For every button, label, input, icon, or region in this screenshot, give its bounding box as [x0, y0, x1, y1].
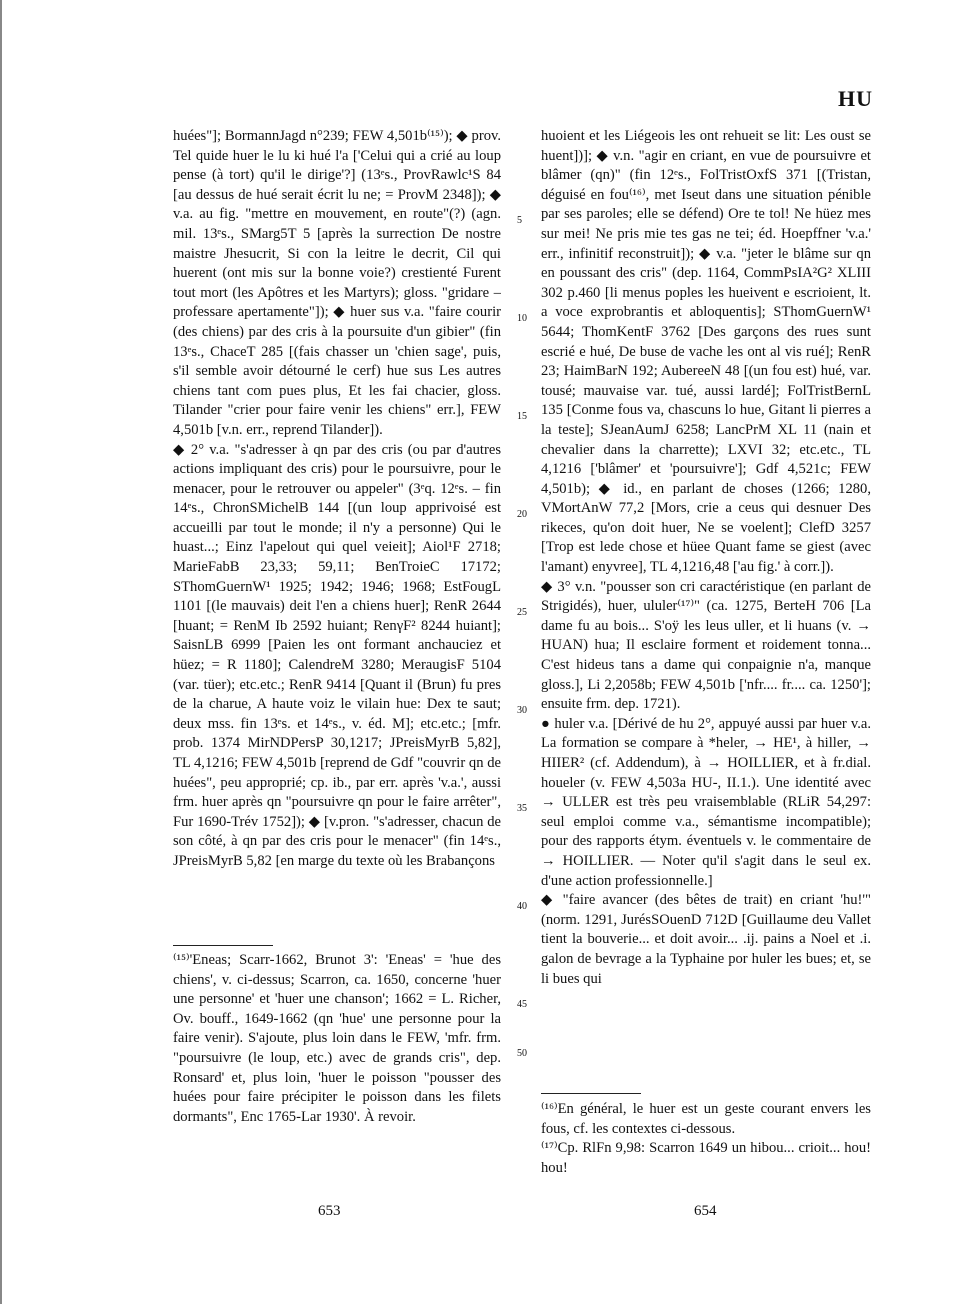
right-paragraph-3: ● huler v.a. [Dérivé de hu 2°, appuyé aussi par huer v.a. La formation se compare à *heler, → HE¹, à hiller, → HIIER² (cf. Addendum), à → HOILLIER, et à fr.dial. houeler (v. FEW 4,503a HU-, II.1.). Une identité avec → ULLER est très peu vraisemblable (RLiR 54,297: seul emploi comme v.a., sémantisme incompatible); pour des rapports étym. éventuels v. le commentaire de → HOILLIER. — Noter qu'il s'agit dans le seul ex. d'une action professionnelle.]	[541, 715, 871, 889]
line-number: 25	[517, 607, 527, 618]
line-number: 30	[517, 705, 527, 716]
page-number-left: 653	[318, 1203, 341, 1219]
right-footnotes	[541, 1100, 871, 1178]
left-column	[173, 127, 501, 939]
line-number: 15	[517, 411, 527, 422]
footnote-15: ⁽¹⁵⁾'Eneas; Scarr-1662, Brunot 3': 'Eneas' = 'hue des chiens', v. ci-dessus; Scarron, ca. 1650, concerne 'huer une personne' et 'huer une chanson'; 1662 = L. Richer, Ov. bouff., 1649-1662 (qn 'hue' une personne pour la faire venir). S'ajoute, plus loin dans le FEW, 'mfr. frm. "poursuivre (le loup, etc.) avec de grands cris", dep. Ronsard' et, plus loin, 'huer le poisson "pousser des huées pour faire précipiter le poisson dans les filets dormants", Enc 1765-Lar 1930'. À revoir.	[173, 952, 501, 1125]
footnote-17: ⁽¹⁷⁾Cp. RlFn 9,98: Scarron 1649 un hibou... crioit... hou! hou!	[541, 1140, 871, 1176]
footnote-rule-left	[173, 945, 273, 946]
page-header: HU	[838, 86, 873, 111]
line-number: 50	[517, 1048, 527, 1059]
footnote-rule-right	[541, 1093, 641, 1094]
line-number: 45	[517, 999, 527, 1010]
right-column	[541, 127, 871, 1087]
right-paragraph-2: ◆ 3° v.n. "pousser son cri caractéristique (en parlant de Strigidés), huer, ululer⁽¹⁷⁾" (ca. 1275, BerteH 706 [La dame fu au bois... S'oÿ les leus uller, et li huans (v. → HUAN) hua; Il esclaire forment et roidement tonna... C'est hideus tans a dame qui conpaignie n'a, manque gloss.], Li 2,2058b; FEW 4,501b ['nfr.... fr.... ca. 1250']; ensuite frm. dep. 1721).	[541, 578, 871, 713]
left-footnotes	[173, 951, 501, 1127]
right-paragraph-1: huoient et les Liégeois les ont rehueit se lit: Les oust se huent])]; ◆ v.n. "agir en criant, en vue de poursuivre et blâmer (qn)" (fin 12ᵉs., FolTristOxfS 371 [(Tristan, déguisé en fou⁽¹⁶⁾, met Iseut dans une situation pénible par ses paroles; elle se défend) Ore te tol! Ne hüez mes sur mei! Ne pris mie tes gas ne tei; éd. Hoepffner 'v.a.' err., infinitif reconstruit]); ◆ v.a. "jeter le blâme sur qn en poussant des cris" (dep. 1164, CommPsIA²G² XLIII 302 p.460 [li menus poples les hueivent e escrioient, lt. a voce exprobrantis et abloquentis]; SThomGuernW¹ 5644; ThomKentF 3762 [Des garçons des rues sunt escrié e hué, De buse de vache les ont al vis rué]; RenR 23; HaimBarN 192; AubereeN 48 [(un fou est) hué, var. tousé; mauvaise var. tué, aussi lardé]; FolTristBernL 135 [Conme fous va, chascuns lo hue, Gitant li pierres a la teste]; SJeanAumJ 6258; LancPrM XL 11 (nain et chevalier dans la charrette); LXVI 32; etc.etc., TL 4,1216 ['blâmer' et 'poursuivre']; Gdf 4,521c; FEW 4,501b); ◆ id., en parlant de choses (1266; 1280, VMortAnW 77,2 [Mors, crie a ceus qui desnuer Des rikeces, qu'on doit huer, Ne se voelent]; ClefD 3257 [Trop est lede chose et hüee Quant fame se giest (avec l'amant) enyvree], TL 4,1216,48 ['au fig.' à corr.]).	[541, 128, 871, 576]
page-number-right: 654	[694, 1203, 717, 1219]
line-number: 5	[517, 215, 522, 226]
line-number-gutter	[517, 127, 533, 1087]
left-paragraph-2: ◆ 2° v.a. "s'adresser à qn par des cris (ou par d'autres actions impliquant des cris) pour le poursuivre, pour le menacer, pour le retrouver ou appeler" (3ᵉq. 12ᵉs. – fin 14ᵉs., ChronSMichelB 144 [(un loup apprivoisé est accueilli par tout le monde; il n'y a personne) Qui le huast...; Einz l'apelout qui quel veieit]; Aiol¹F 2718; MarieFabB 23,33; 59,11; BenTroieC 17172; SThomGuernW¹ 1925; 1942; 1946; 1968; EstFougL 1101 [(le mauvais) deit l'en a chiens huer]; RenR 2644 [huant; = RenM Ib 2592 huiant; RenγF² 8244 huiant]; SaisnLB 6999 [Paien les ont formant anchauciez et hüez; = R 1180]; CalendreM 3280; MeraugisF 5104 (var. tüer); etc.etc.; RenR 9414 [Quant il (Brun) fu pres de la charue, A haute voiz le vilain hue: Dex te saut; deux mss. fin 13ᵉs. et 14ᵉs., v. éd. M]; etc.etc.; [mfr. prob. 1374 MirNDPersP 30,1217; JPreisMyrB 5,82], TL 4,1216; FEW 4,501b [reprend de Gdf "couvrir qn de huées", peu approprié; cp. ib., par err. après 'v.a.', aussi frm. huer après qn "poursuivre qn pour le faire arrêter", Fur 1690-Trév 1752]); ◆ [v.pron. "s'adresser, chacun de son côté, à qn par des cris pour le menacer" (fin 14ᵉs., JPreisMyrB 5,82 [en marge du texte où les Brabançons	[173, 441, 501, 869]
binding-edge	[0, 0, 2, 1304]
left-paragraph-1: huées"]; BormannJagd n°239; FEW 4,501b⁽¹⁵⁾); ◆ prov. Tel quide huer le lu ki hué l'a ['Celui qui a crié au loup pense (à tort) qu'il le dirige'?] (13ᵉs., ProvRawlc¹S 84 [au dessus de hué serait écrit lu ne; = ProvM 2348]); ◆ v.a. au fig. "mettre en mouvement, en route"(?) (agn. mil. 13ᵉs., SMarg5T 5 [après la surrection De nostre maistre Jhesucrit, Si con la leitre le decrit, Cil qui huerent (ont mis sur la bonne voie?) crestienté Furent tout mort (les Apôtres et les Martyrs); gloss. "gridare – professare apertamente"]); ◆ huer sus v.a. "faire courir (des chiens) par des cris à la poursuite d'un gibier" (fin 13ᵉs., ChaceT 285 [(fais chasser un 'chien sage', puis, s'il semble avoir détourné le cerf) hue sus Les autres chiens tant com pues plus, Et les fai chacier, gloss. Tilander "crier pour faire venir les chiens" err.], FEW 4,501b [v.n. err., reprend Tilander]).	[173, 128, 501, 438]
right-paragraph-4: ◆ "faire avancer (des bêtes de trait) en criant 'hu!'" (norm. 1291, JurésSOuenD 712D [Guillaume deu Vallet tient la bouverie... et doit avoir... .ij. pains a Noel et .i. galon de bevrage a la Typhaine por huler les bues; et, se li bues qui	[541, 892, 871, 987]
line-number: 35	[517, 803, 527, 814]
line-number: 20	[517, 509, 527, 520]
line-number: 40	[517, 901, 527, 912]
line-number: 10	[517, 313, 527, 324]
footnote-16: ⁽¹⁶⁾En général, le huer est un geste courant envers les fous, cf. les contextes ci-dessous.	[541, 1101, 871, 1137]
